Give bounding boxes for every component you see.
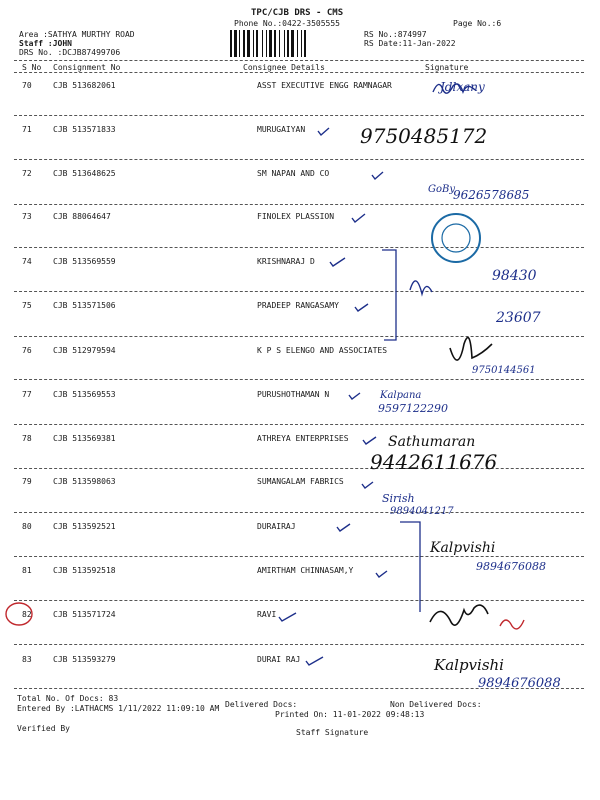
row-sno: 72 bbox=[22, 169, 32, 178]
handwritten-phone: 9597122290 bbox=[378, 402, 448, 415]
handwritten-phone: 9626578685 bbox=[453, 188, 530, 202]
handwritten-name: Sirish bbox=[382, 492, 415, 505]
handwritten-phone: 9894041217 bbox=[390, 506, 454, 517]
handwritten-phone: 9442611676 bbox=[370, 450, 498, 474]
row-consignment: CJB 513571506 bbox=[53, 301, 116, 310]
row-consignment: CJB 513592518 bbox=[53, 566, 116, 575]
row-sno: 71 bbox=[22, 125, 32, 134]
row-consignee: AMIRTHAM CHINNASAM,Y bbox=[257, 566, 354, 575]
area-label: Area :SATHYA MURTHY ROAD bbox=[19, 30, 135, 39]
verified-by: Verified By bbox=[17, 724, 70, 733]
row-sno: 70 bbox=[22, 81, 32, 90]
handwritten-phone: 9750144561 bbox=[472, 365, 536, 376]
handwritten-number: 98430 bbox=[492, 268, 537, 284]
staff-label: Staff :JOHN bbox=[19, 39, 72, 48]
page-number: Page No.:6 bbox=[453, 19, 502, 28]
row-consignee: PURUSHOTHAMAN N bbox=[257, 390, 330, 399]
row-consignment: CJB 512979594 bbox=[53, 346, 116, 355]
handwritten-signature: Jdlxany bbox=[440, 80, 485, 94]
delivered-docs: Delivered Docs: bbox=[225, 700, 298, 709]
row-consignment: CJB 513571833 bbox=[53, 125, 116, 134]
row-consignee: ASST EXECUTIVE ENGG RAMNAGAR bbox=[257, 81, 392, 90]
drs-number: DRS No. :DCJB87499706 bbox=[19, 48, 121, 57]
row-consignee: SM NAPAN AND CO bbox=[257, 169, 330, 178]
col-consignee: Consignee Details bbox=[243, 63, 325, 72]
handwritten-name: Kalpvishi bbox=[430, 540, 496, 556]
row-sno: 75 bbox=[22, 301, 32, 310]
row-consignee: PRADEEP RANGASAMY bbox=[257, 301, 339, 310]
row-consignment: CJB 513569553 bbox=[53, 390, 116, 399]
row-consignee: SUMANGALAM FABRICS bbox=[257, 477, 344, 486]
handwritten-name: Kalpana bbox=[380, 390, 422, 401]
non-delivered-docs: Non Delivered Docs: bbox=[390, 700, 482, 709]
row-sno: 76 bbox=[22, 346, 32, 355]
row-consignment: CJB 513682061 bbox=[53, 81, 116, 90]
row-consignment: CJB 513571724 bbox=[53, 610, 116, 619]
printed-on: Printed On: 11-01-2022 09:48:13 bbox=[275, 710, 425, 719]
row-sno: 82 bbox=[22, 610, 32, 619]
row-consignee: KRISHNARAJ D bbox=[257, 257, 315, 266]
staff-signature: Staff Signature bbox=[296, 728, 369, 737]
handwritten-phone: 9894676088 bbox=[476, 560, 546, 573]
row-sno: 78 bbox=[22, 434, 32, 443]
row-sno: 77 bbox=[22, 390, 32, 399]
row-consignment: CJB 513598063 bbox=[53, 477, 116, 486]
row-sno: 83 bbox=[22, 655, 32, 664]
row-consignment: CJB 513593279 bbox=[53, 655, 116, 664]
row-consignment: CJB 513569559 bbox=[53, 257, 116, 266]
row-consignee: MURUGAIYAN bbox=[257, 125, 306, 134]
entered-by: Entered By :LATHACMS 1/11/2022 11:09:10 AM bbox=[17, 704, 220, 713]
row-sno: 79 bbox=[22, 477, 32, 486]
row-sno: 73 bbox=[22, 212, 32, 221]
col-signature: Signature bbox=[425, 63, 469, 72]
handwritten-phone: 9894676088 bbox=[478, 676, 561, 691]
row-consignee: RAVI bbox=[257, 610, 277, 619]
handwritten-name: Kalpvishi bbox=[434, 656, 504, 674]
phone-number: Phone No.:0422-3505555 bbox=[234, 19, 340, 28]
row-consignee: K P S ELENGO AND ASSOCIATES bbox=[257, 346, 388, 355]
col-sno: S No bbox=[22, 63, 42, 72]
row-consignee: ATHREYA ENTERPRISES bbox=[257, 434, 349, 443]
rs-number: RS No.:874997 bbox=[364, 30, 427, 39]
row-sno: 80 bbox=[22, 522, 32, 531]
row-consignee: DURAIRAJ bbox=[257, 522, 296, 531]
row-consignment: CJB 88064647 bbox=[53, 212, 111, 221]
row-consignment: CJB 513592521 bbox=[53, 522, 116, 531]
row-consignment: CJB 513648625 bbox=[53, 169, 116, 178]
col-consignment: Consignment No bbox=[53, 63, 121, 72]
handwritten-phone: 9750485172 bbox=[360, 124, 488, 148]
row-sno: 81 bbox=[22, 566, 32, 575]
row-sno: 74 bbox=[22, 257, 32, 266]
row-consignee: DURAI RAJ bbox=[257, 655, 301, 664]
row-consignee: FINOLEX PLASSION bbox=[257, 212, 335, 221]
total-docs: Total No. Of Docs: 83 bbox=[17, 694, 119, 703]
report-title: TPC/CJB DRS - CMS bbox=[251, 8, 344, 18]
rs-date: RS Date:11-Jan-2022 bbox=[364, 39, 456, 48]
handwritten-number: 23607 bbox=[496, 310, 541, 326]
handwritten-note: GoBy bbox=[428, 184, 456, 195]
handwritten-name: Sathumaran bbox=[388, 434, 476, 450]
row-consignment: CJB 513569381 bbox=[53, 434, 116, 443]
